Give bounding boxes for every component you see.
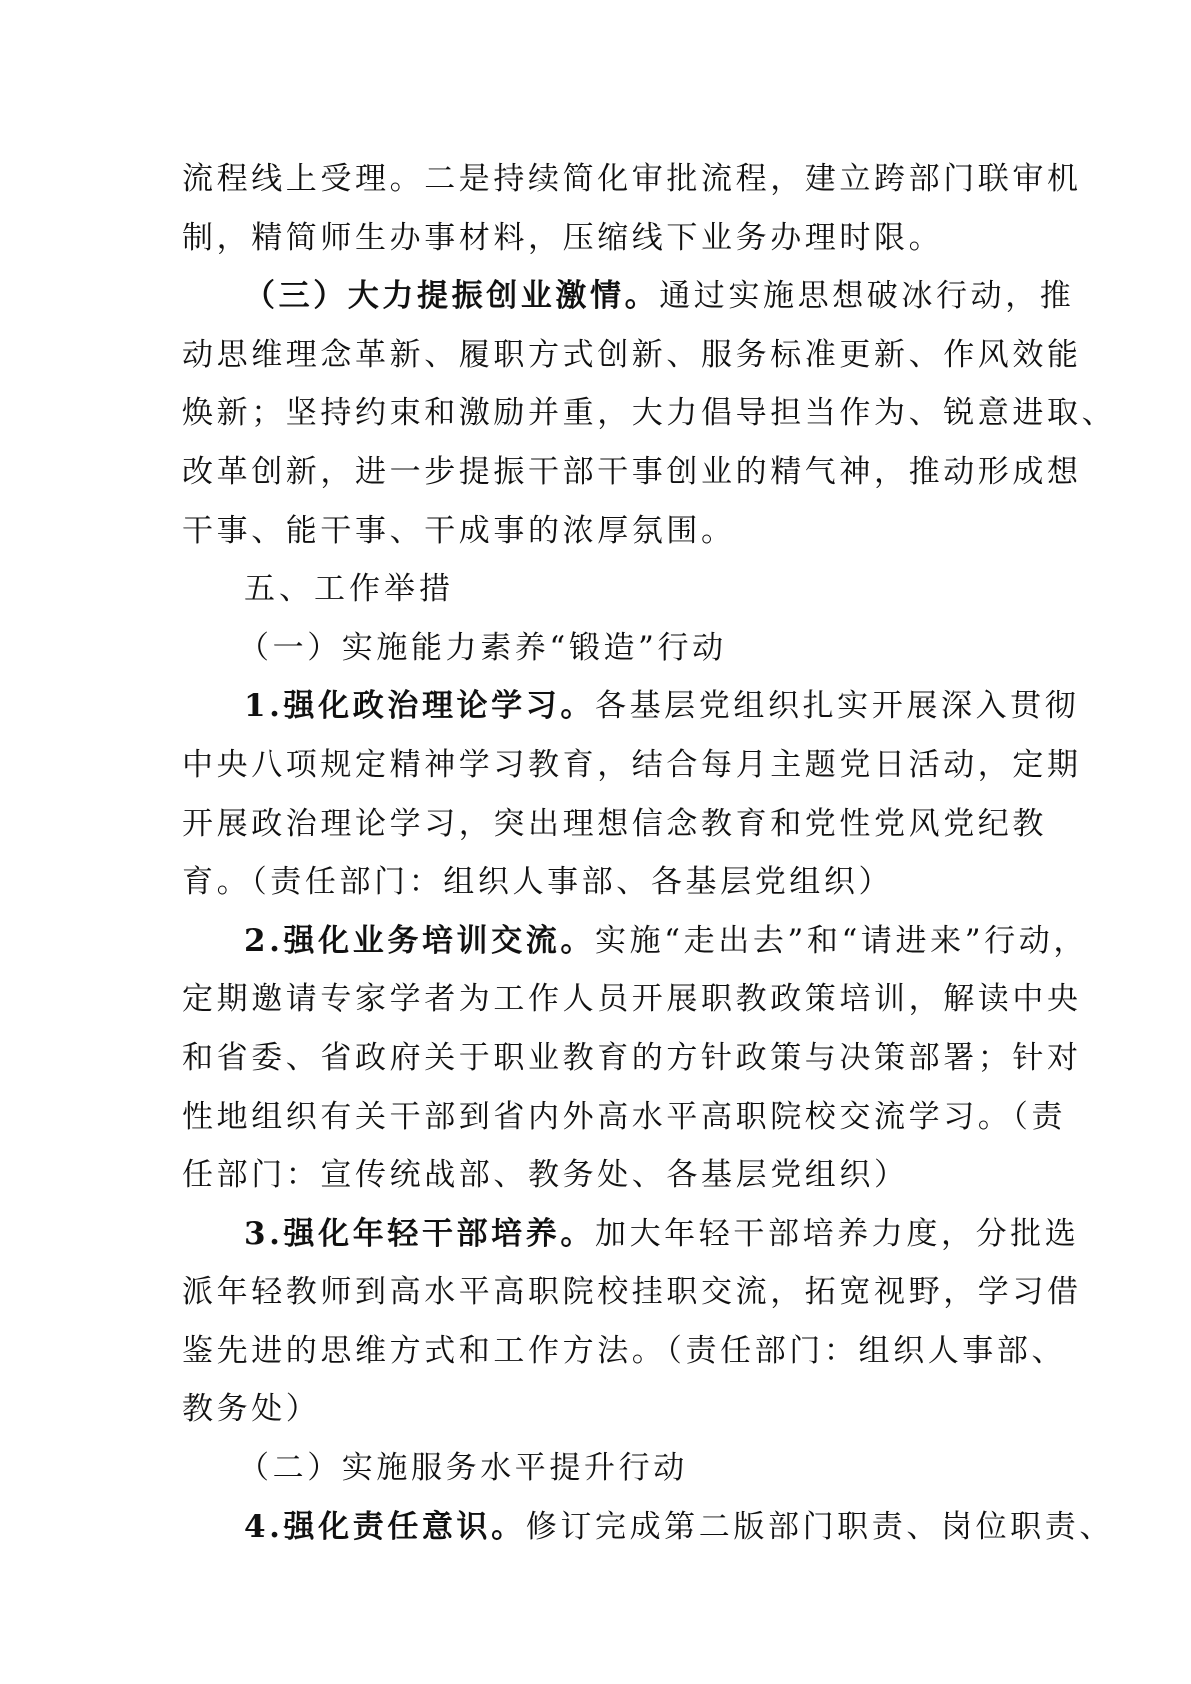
item-heading-bold: 3.强化年轻干部培养。	[244, 1215, 595, 1252]
subsection-heading: （二）实施服务水平提升行动	[238, 1450, 688, 1487]
paragraph-line: 定期邀请专家学者为工作人员开展职教政策培训，解读中央	[182, 981, 1082, 1018]
paragraph-line: 动思维理念革新、履职方式创新、服务标准更新、作风效能	[182, 336, 1082, 373]
paragraph-line: 中央八项规定精神学习教育，结合每月主题党日活动，定期	[182, 746, 1082, 783]
paragraph-line: 流程线上受理。二是持续简化审批流程，建立跨部门联审机	[182, 161, 1082, 197]
paragraph-text: 加大年轻干部培养力度，分批选	[594, 1215, 1080, 1252]
paragraph-text: 实施“走出去”和“请进来”行动，	[594, 922, 1088, 959]
paragraph-line: 开展政治理论学习，突出理想信念教育和党性党风党纪教	[182, 805, 1047, 842]
section-heading-bold: （三）大力提振创业激情。	[244, 278, 660, 315]
document-body	[182, 150, 1117, 1556]
paragraph-line	[182, 267, 1075, 326]
paragraph-line: 制，精简师生办事材料，压缩线下业务办理时限。	[182, 219, 944, 256]
paragraph-line	[182, 1205, 1080, 1264]
paragraph-line: 和省委、省政府关于职业教育的方针政策与决策部署；针对	[182, 1039, 1082, 1076]
paragraph-line: 派年轻教师到高水平高职院校挂职交流，拓宽视野，学习借	[182, 1274, 1082, 1311]
paragraph-line: 鉴先进的思维方式和工作方法。（责任部门：组织人事部、	[182, 1332, 1067, 1369]
paragraph-text: 各基层党组织扎实开展深入贯彻	[594, 688, 1080, 725]
paragraph-line: 育。（责任部门：组织人事部、各基层党组织）	[182, 864, 894, 901]
paragraph-line	[182, 1498, 1114, 1557]
item-heading-bold: 1.强化政治理论学习。	[244, 688, 595, 725]
paragraph-line: 性地组织有关干部到省内外高水平高职院校交流学习。（责	[182, 1098, 1067, 1135]
paragraph-line: 干事、能干事、干成事的浓厚氛围。	[182, 512, 736, 549]
paragraph-text: 修订完成第二版部门职责、岗位职责、	[525, 1508, 1114, 1545]
subsection-heading: （一）实施能力素养“锻造”行动	[238, 629, 727, 666]
paragraph-line: 任部门：宣传统战部、教务处、各基层党组织）	[182, 1157, 909, 1194]
paragraph-line: 焕新；坚持约束和激励并重，大力倡导担当作为、锐意进取、	[182, 395, 1117, 432]
paragraph-text: 通过实施思想破冰行动，推	[659, 278, 1075, 315]
paragraph-line	[182, 912, 1088, 971]
item-heading-bold: 4.强化责任意识。	[244, 1508, 526, 1545]
paragraph-line: 教务处）	[182, 1391, 321, 1428]
item-heading-bold: 2.强化业务培训交流。	[244, 922, 595, 959]
paragraph-line	[182, 677, 1080, 736]
section-heading: 五、工作举措	[244, 571, 454, 608]
paragraph-line: 改革创新，进一步提振干部干事创业的精气神，推动形成想	[182, 453, 1082, 490]
